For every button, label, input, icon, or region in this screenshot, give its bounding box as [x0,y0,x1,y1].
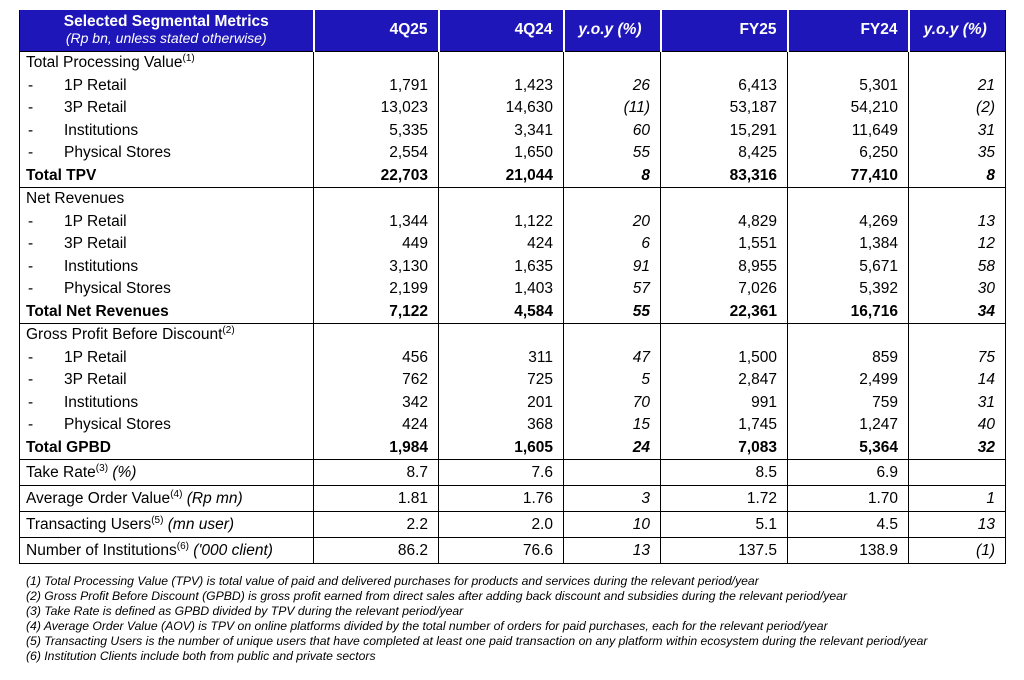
table-cell: 53,187 [661,97,788,120]
table-row [20,75,1006,98]
table-cell: 35 [909,142,1006,165]
table-cell: 10 [564,512,661,538]
table-cell: 13,023 [314,97,439,120]
table-row [20,347,1006,370]
table-cell: 1 [909,486,1006,512]
table-cell: 7.6 [439,460,564,486]
bullet-dash: - [28,280,34,297]
table-cell: 1,551 [661,233,788,256]
table-cell: 15 [564,414,661,437]
table-cell: 1,984 [314,437,439,460]
table-cell: 311 [439,347,564,370]
row-label-text: 3P Retail [64,235,127,252]
bullet-dash: - [28,371,34,388]
table-cell: 4,829 [661,211,788,234]
table-cell: 5,335 [314,120,439,143]
table-cell: 5,301 [788,75,909,98]
title-text: Selected Segmental Metrics [63,13,269,30]
table-cell: 40 [909,414,1006,437]
table-cell: 34 [909,301,1006,324]
table-cell: 83,316 [661,165,788,188]
metric-unit: (mn user) [163,516,235,533]
section-title-text: Net Revenues [26,190,125,207]
table-cell: 77,410 [788,165,909,188]
table-cell: (1) [909,538,1006,564]
footnote: (4) Average Order Value (AOV) is TPV on online platforms divided by the total number of orders for paid purchases, each for the relevant period/year [26,619,828,633]
metric-row [20,512,1006,538]
table-cell: 1,122 [439,211,564,234]
footnote-marker: (3) [95,462,109,474]
header-row [20,10,1006,52]
table-row [20,233,1006,256]
empty-cell [564,324,661,347]
section-title-text: Total Processing Value [26,54,183,71]
table-cell: 14 [909,369,1006,392]
empty-cell [564,188,661,211]
metric-unit: (Rp mn) [182,490,243,507]
table-cell: 55 [564,142,661,165]
table-cell: 368 [439,414,564,437]
empty-cell [909,52,1006,75]
row-label [20,278,314,301]
table-cell: 2.0 [439,512,564,538]
row-label [20,256,314,279]
table-cell: 54,210 [788,97,909,120]
table-cell: 6,413 [661,75,788,98]
table-cell: 32 [909,437,1006,460]
col-header: y.o.y (%) [909,10,1006,52]
col-header: 4Q25 [314,10,439,52]
table-row [20,97,1006,120]
footnote-marker: (1) [182,52,195,64]
section-title [20,324,314,347]
section-title [20,52,314,75]
table-cell: 3 [564,486,661,512]
table-cell: 6,250 [788,142,909,165]
table-cell: 70 [564,392,661,415]
table-cell: 6 [564,233,661,256]
row-label-text: Institutions [64,257,139,275]
empty-cell [661,52,788,75]
metric-label [20,460,314,486]
metric-row [20,460,1006,486]
metric-label [20,486,314,512]
table-cell: 2,499 [788,369,909,392]
metric-label [20,538,314,564]
empty-cell [788,188,909,211]
row-label-text: Physical Stores [64,416,171,433]
table-cell: 60 [564,120,661,143]
table-cell: 16,716 [788,301,909,324]
row-label-text: Physical Stores [64,144,171,161]
metric-unit: ('000 client) [189,542,273,559]
metric-unit: (%) [108,464,137,481]
footnote: (1) Total Processing Value (TPV) is total value of paid and delivered purchases for products and services during the relevant period/year [26,574,759,588]
table-cell: 55 [564,301,661,324]
table-cell: 1,605 [439,437,564,460]
table-cell: 5,392 [788,278,909,301]
table-cell: 7,083 [661,437,788,460]
metric-label [20,512,314,538]
table-cell: 1,247 [788,414,909,437]
footnote-marker: (4) [170,488,183,500]
table-cell: 137.5 [661,538,788,564]
bullet-dash: - [28,348,34,366]
row-label [20,414,314,437]
table-row [20,256,1006,279]
table-row [20,211,1006,234]
table-row [20,278,1006,301]
table-cell: 991 [661,392,788,415]
table-cell: 762 [314,369,439,392]
table-cell: 1,791 [314,75,439,98]
empty-cell [661,188,788,211]
table-cell: 24 [564,437,661,460]
table-cell: 14,630 [439,97,564,120]
empty-cell [314,324,439,347]
table-cell: 1,403 [439,278,564,301]
bullet-dash: - [28,99,34,116]
bullet-dash: - [28,144,34,161]
row-label-text: Physical Stores [64,280,171,297]
section-title-text: Gross Profit Before Discount [26,326,223,343]
table-cell: 759 [788,392,909,415]
table-cell: 13 [909,211,1006,234]
empty-cell [439,188,564,211]
table-cell: 1,344 [314,211,439,234]
col-header: 4Q24 [439,10,564,52]
table-row [20,369,1006,392]
table-cell: 20 [564,211,661,234]
bullet-dash: - [28,76,34,94]
total-row [20,437,1006,460]
table-row [20,120,1006,143]
row-label [20,369,314,392]
table-cell: 8 [909,165,1006,188]
section-title-row [20,188,1006,211]
row-label [20,211,314,234]
table-cell: 4.5 [788,512,909,538]
section-title-row [20,324,1006,347]
table-cell: 424 [314,414,439,437]
table-cell: (2) [909,97,1006,120]
table-cell: 201 [439,392,564,415]
row-label [20,347,314,370]
table-cell: 725 [439,369,564,392]
table-cell: 2.2 [314,512,439,538]
total-label: Total GPBD [26,438,111,456]
total-label: Total Net Revenues [26,302,169,320]
footnote: (2) Gross Profit Before Discount (GPBD) is gross profit earned from direct sales after adding back discount and subsidies during the relevant period/year [26,589,848,603]
table-cell: 22,361 [661,301,788,324]
row-label [20,97,314,120]
empty-cell [909,324,1006,347]
section-title [20,188,314,211]
table-title [20,10,314,52]
table-cell: 8,425 [661,142,788,165]
table-cell: 449 [314,233,439,256]
table-cell: 12 [909,233,1006,256]
table-cell: 138.9 [788,538,909,564]
table-cell: 6.9 [788,460,909,486]
table-cell: 3,130 [314,256,439,279]
subtitle-text: (Rp bn, unless stated otherwise) [65,30,267,46]
table-row [20,142,1006,165]
table-cell: 1,650 [439,142,564,165]
empty-cell [909,188,1006,211]
table-cell: 13 [909,512,1006,538]
table-cell: 4,269 [788,211,909,234]
total-row [20,301,1006,324]
metric-label-text: Take Rate [26,464,96,481]
table-cell: 5,671 [788,256,909,279]
metric-label-text: Number of Institutions [26,542,177,559]
total-label: Total TPV [26,166,97,184]
table-cell: 47 [564,347,661,370]
col-header: FY25 [661,10,788,52]
table-cell: 86.2 [314,538,439,564]
table-cell: 1.72 [661,486,788,512]
table-cell: 5,364 [788,437,909,460]
table-cell: 1,423 [439,75,564,98]
table-cell: 75 [909,347,1006,370]
row-label [20,233,314,256]
footnote: (6) Institution Clients include both from public and private sectors [26,649,376,663]
table-cell: 456 [314,347,439,370]
footnote: (5) Transacting Users is the number of unique users that have completed at least one paid transaction on any platform within ecosystem during the relevant period/year [26,634,928,648]
row-label-text: 1P Retail [64,348,127,366]
table-cell: 1.70 [788,486,909,512]
table-cell: 31 [909,120,1006,143]
table-cell: 7,122 [314,301,439,324]
footnotes [26,574,927,664]
total-row [20,165,1006,188]
table-cell: 57 [564,278,661,301]
table-cell: 13 [564,538,661,564]
metric-row [20,486,1006,512]
table-cell: 2,554 [314,142,439,165]
table-cell: 1.76 [439,486,564,512]
metric-row [20,538,1006,564]
table-cell: 21 [909,75,1006,98]
table-cell: 7,026 [661,278,788,301]
table-cell: 8,955 [661,256,788,279]
empty-cell [788,324,909,347]
table-cell: 1,384 [788,233,909,256]
empty-cell [439,324,564,347]
footnote-marker: (5) [151,514,164,526]
row-label-text: Institutions [64,393,139,411]
table-cell: 4,584 [439,301,564,324]
row-label [20,392,314,415]
metric-label-text: Average Order Value [26,490,171,507]
empty-cell [314,188,439,211]
empty-cell [564,52,661,75]
table-cell: 11,649 [788,120,909,143]
table-cell: 5 [564,369,661,392]
row-label-text: Institutions [64,121,139,139]
empty-cell [439,52,564,75]
table-cell: 1.81 [314,486,439,512]
table-cell [564,460,661,486]
table-cell: 22,703 [314,165,439,188]
table-cell: 21,044 [439,165,564,188]
bullet-dash: - [28,257,34,275]
bullet-dash: - [28,393,34,411]
table-cell: 1,500 [661,347,788,370]
row-label-text: 1P Retail [64,76,127,94]
empty-cell [788,52,909,75]
table-row [20,414,1006,437]
bullet-dash: - [28,235,34,252]
table-cell: 1,745 [661,414,788,437]
metric-label-text: Transacting Users [26,516,152,533]
col-header: FY24 [788,10,909,52]
table-cell: 8.7 [314,460,439,486]
table-cell: 2,199 [314,278,439,301]
table-cell: 342 [314,392,439,415]
section-title-row [20,52,1006,75]
table-cell: 1,635 [439,256,564,279]
table-cell: 30 [909,278,1006,301]
table-body [20,52,1006,564]
row-label [20,120,314,143]
footnote-marker: (2) [222,324,235,336]
table-cell [909,460,1006,486]
row-label-text: 3P Retail [64,371,127,388]
table-cell: 8.5 [661,460,788,486]
row-label-text: 1P Retail [64,212,127,230]
row-label-text: 3P Retail [64,99,127,116]
table-cell: 3,341 [439,120,564,143]
table-cell: 5.1 [661,512,788,538]
table-cell: 76.6 [439,538,564,564]
table-cell: 2,847 [661,369,788,392]
segmental-metrics-table [19,10,1006,564]
footnote-marker: (6) [176,540,189,552]
footnote: (3) Take Rate is defined as GPBD divided by TPV during the relevant period/year [26,604,464,618]
bullet-dash: - [28,121,34,139]
empty-cell [661,324,788,347]
table-row [20,392,1006,415]
empty-cell [314,52,439,75]
table-cell: 859 [788,347,909,370]
table-cell: 31 [909,392,1006,415]
row-label [20,75,314,98]
col-header: y.o.y (%) [564,10,661,52]
bullet-dash: - [28,416,34,433]
row-label [20,142,314,165]
table-cell: 58 [909,256,1006,279]
table-cell: 26 [564,75,661,98]
table-cell: 15,291 [661,120,788,143]
table-cell: (11) [564,97,661,120]
table-cell: 424 [439,233,564,256]
table-cell: 8 [564,165,661,188]
bullet-dash: - [28,212,34,230]
table-cell: 91 [564,256,661,279]
